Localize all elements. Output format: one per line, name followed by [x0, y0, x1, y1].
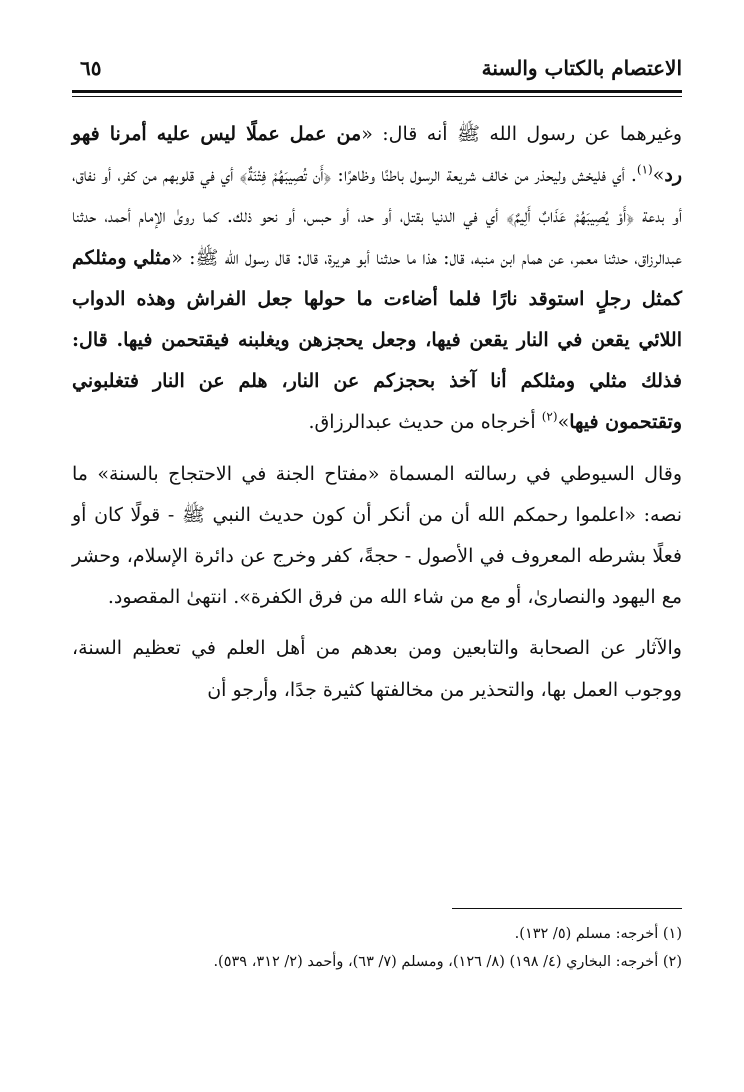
- footnote-separator: [452, 908, 682, 909]
- text-run: أخرجاه من حديث عبدالرزاق.: [308, 411, 542, 434]
- footnote-1: (١) أخرجه: مسلم (٥/ ١٣٢).: [514, 926, 682, 942]
- footnote-2: (٢) أخرجه: البخاري (٤/ ١٩٨) (٨/ ١٢٦)، ومسلم (٧/ ٦٣)، وأحمد (٢/ ٣١٢، ٥٣٩).: [213, 954, 682, 970]
- footnote-ref-1[interactable]: (١): [636, 162, 653, 177]
- closing-quote: »: [652, 164, 665, 187]
- paragraph-2: وقال السيوطي في رسالته المسماة «مفتاح الجنة في الاحتجاج بالسنة» ما نصه: «اعلموا رحمكم الله أن من أنكر أن كون حديث النبي ﷺ - قولًا كان أو فعلًا بشرطه المعروف في الأصول - حجةً، كفر وخرج عن دائرة الإسلام، وحشر مع اليهود والنصارىٰ، أو مع من شاء الله من فرق الكفرة». انتهىٰ المقصود.: [72, 462, 682, 609]
- closing-quote: »: [557, 411, 570, 434]
- hadith-text-bold: مثلي ومثلكم كمثل رجلٍ استوقد نارًا فلما أضاءت ما حولها جعل الفراش وهذه الدواب اللائي يقعن في النار يقعن فيها، وجعل يحجزهن ويغلبنه فيقتحمن فيها. قال: فذلك مثلي ومثلكم أنا آخذ بحجزكم عن النار، هلم عن النار فتغلبوني وتقتحمون فيها: [72, 246, 682, 434]
- text-run: . أي فليخش وليحذر من خالف شريعة الرسول باطنًا وظاهرًا: ﴿أَن تُصِيبَهُمْ فِتْنَةٌ﴾ أي في قلوبهم من كفر، أو نفاق، أو بدعة ﴿أَوْ يُصِيبَهُمْ عَذَابٌ أَلِيمٌ﴾ أي في الدنيا بقتل، أو حد، أو حبس، أو نحو ذلك. كما روىٰ الإمام أحمد، حدثنا عبدالرزاق، حدثنا معمر، عن همام ابن منبه، قال: هذا ما حدثنا أبو هريرة، قال: قال رسول الله ﷺ: «: [72, 164, 682, 269]
- header-rule-thick: [72, 90, 682, 93]
- header-rule-thin: [72, 96, 682, 97]
- paragraph-1: [72, 114, 682, 444]
- page-number: ٦٥: [80, 56, 102, 80]
- body-text: [72, 114, 682, 711]
- running-title: الاعتصام بالكتاب والسنة: [481, 56, 682, 80]
- text-run: وغيرهما عن رسول الله ﷺ أنه قال: «: [361, 123, 682, 145]
- footnotes: [72, 920, 682, 976]
- paragraph-3: والآثار عن الصحابة والتابعين ومن بعدهم من أهل العلم في تعظيم السنة، ووجوب العمل بها، والتحذير من مخالفتها كثيرة جدًا، وأرجو أن: [72, 637, 682, 701]
- page-header: [72, 52, 682, 88]
- footnote-ref-2[interactable]: (٢): [541, 410, 558, 425]
- hadith-text-bold: من عمل عملًا ليس عليه أمرنا فهو رد: [72, 123, 682, 187]
